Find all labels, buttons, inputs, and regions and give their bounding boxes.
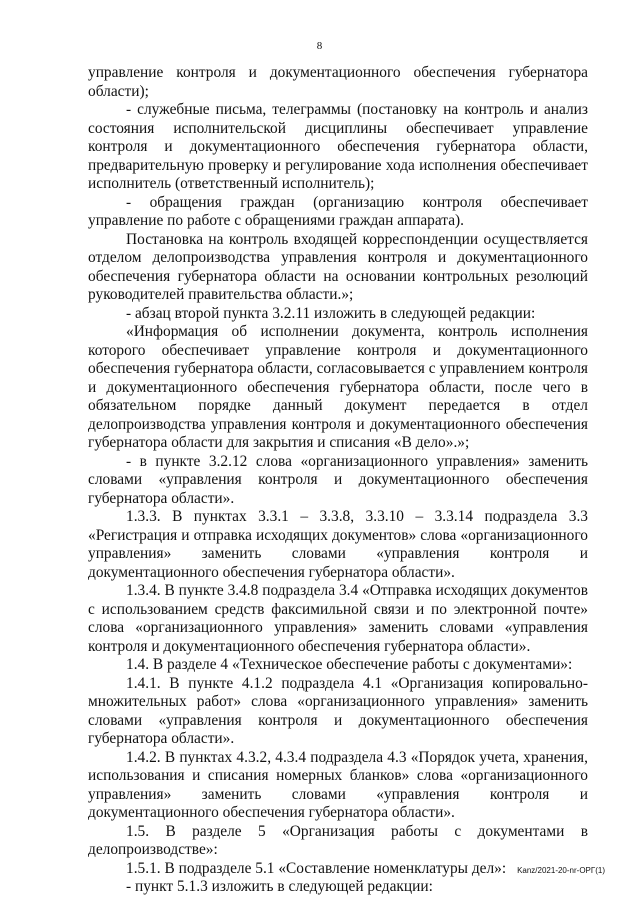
paragraph-11: 1.4.1. В пункте 4.1.2 подраздела 4.1 «Организация копировально-множительных работ» слова «организационного управления» заменить словами «управления контроля и документационного обеспечения губернатора области». xyxy=(88,674,588,747)
paragraph-2: - служебные письма, телеграммы (постановку на контроль и анализ состояния исполнительской дисциплины обеспечивает управление контроля и документационного обеспечения губернатора области, предварительную проверку и регулирование хода исполнения обеспечивает исполнитель (ответственный исполнитель); xyxy=(88,101,588,192)
paragraph-10: 1.4. В разделе 4 «Техническое обеспечение работы с документами»: xyxy=(126,656,573,673)
document-body xyxy=(88,64,588,897)
paragraph-4: Постановка на контроль входящей корреспонденции осуществляется отделом делопроизводства управления контроля и документационного обеспечения губернатора области на основании контрольных резолюций руководителей правительства области.»; xyxy=(88,230,588,303)
paragraph-3: - обращения граждан (организацию контроля обеспечивает управление по работе с обращениями граждан аппарата). xyxy=(88,193,588,229)
paragraph-9: 1.3.4. В пункте 3.4.8 подраздела 3.4 «Отправка исходящих документов с использованием средств факсимильной связи и по электронной почте» слова «организационного управления» заменить словами «управления контроля и документационного обеспечения губернатора области». xyxy=(88,582,588,655)
paragraph-12: 1.4.2. В пунктах 4.3.2, 4.3.4 подраздела 4.3 «Порядок учета, хранения, использования и списания номерных бланков» слова «организационного управления» заменить словами «управления контроля и документационного обеспечения губернатора области». xyxy=(88,748,588,821)
footer-document-code: Kanz/2021-20-nr-ОРГ(1) xyxy=(517,866,605,875)
paragraph-15: - пункт 5.1.3 изложить в следующей редакции: xyxy=(126,878,433,895)
paragraph-7: - в пункте 3.2.12 слова «организационного управления» заменить словами «управления контроля и документационного обеспечения губернатора области». xyxy=(88,452,588,507)
page-number: 8 xyxy=(316,40,323,52)
paragraph-14: 1.5.1. В подразделе 5.1 «Составление номенклатуры дел»: xyxy=(126,859,507,877)
paragraph-8: 1.3.3. В пунктах 3.3.1 – 3.3.8, 3.3.10 – 3.3.14 подраздела 3.3 «Регистрация и отправка исходящих документов» слова «организационного управления» заменить словами «управления контроля и документационного обеспечения губернатора области». xyxy=(88,508,588,581)
paragraph-13: 1.5. В разделе 5 «Организация работы с документами в делопроизводстве»: xyxy=(88,822,588,858)
paragraph-6: «Информация об исполнении документа, контроль исполнения которого обеспечивает управление контроля и документационного обеспечения губернатора области, согласовывается с управлением контроля и документационного обеспечения губернатора области, после чего в обязательном порядке данный документ передается в отдел делопроизводства управления контроля и документационного обеспечения губернатора области для закрытия и списания «В дело».»; xyxy=(88,323,588,451)
paragraph-5: - абзац второй пункта 3.2.11 изложить в следующей редакции: xyxy=(126,304,536,322)
paragraph-1: управление контроля и документационного обеспечения губернатора области); xyxy=(88,64,588,100)
